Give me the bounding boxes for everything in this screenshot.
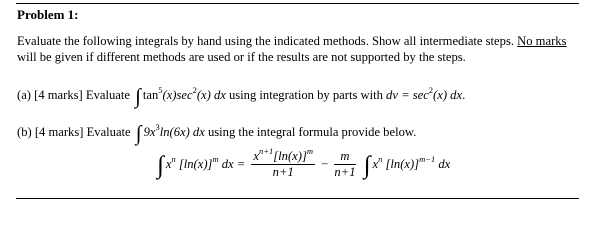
top-rule — [16, 3, 579, 4]
frac1-log-exp: m — [306, 145, 313, 156]
part-b — [17, 117, 417, 145]
lhs-dx: dx = — [218, 156, 246, 171]
bottom-rule — [16, 198, 579, 199]
no-marks-underlined: No marks — [517, 34, 567, 48]
instructions-rest: will be given if different methods are used or if the results are not supported by the steps. — [17, 49, 466, 64]
part-b-coef: 9x — [143, 125, 156, 139]
fraction-1 — [251, 145, 315, 180]
integral-sign: ∫ — [157, 152, 164, 179]
integral-sign: ∫ — [363, 152, 371, 179]
part-a-end: . — [462, 88, 466, 102]
part-b-tail: ln(6x) dx — [159, 125, 205, 139]
rhs-exp-n: n — [378, 153, 383, 164]
part-a-tan: tan — [142, 88, 159, 102]
frac1-base: x — [253, 148, 260, 163]
fraction-1-denominator: n+1 — [272, 164, 294, 179]
part-a-middle: using integration by parts with — [225, 88, 387, 102]
part-a — [17, 80, 466, 108]
frac1-log: [ln(x)] — [273, 148, 307, 163]
lhs-log: [ln(x)] — [175, 156, 213, 171]
fraction-2 — [334, 149, 355, 180]
part-a-arg1: (x)sec — [162, 88, 193, 102]
rhs-base: x — [372, 156, 379, 171]
lhs-exp-n: n — [171, 153, 176, 164]
integral-formula — [155, 146, 450, 186]
part-a-dv-exp: 2 — [428, 85, 434, 95]
part-b-suffix: using the integral formula provide below. — [204, 125, 417, 139]
rhs-dx: dx — [435, 156, 451, 171]
instructions-paragraph — [17, 34, 582, 65]
part-a-prefix: (a) [4 marks] Evaluate — [17, 88, 134, 102]
fraction-1-numerator — [251, 145, 315, 165]
part-b-prefix: (b) [4 marks] Evaluate — [17, 125, 134, 139]
integral-sign: ∫ — [135, 84, 141, 108]
fraction-2-numerator: m — [334, 149, 355, 165]
lhs-base: x — [165, 156, 172, 171]
rhs-exp: m−1 — [419, 153, 436, 164]
formula-rhs — [372, 153, 451, 172]
part-a-dv-tail: (x) dx — [433, 88, 463, 102]
rhs-log: [ln(x)] — [382, 156, 420, 171]
part-b-coef-exp: 3 — [155, 122, 160, 132]
lhs-exp-m: m — [212, 153, 219, 164]
formula-lhs — [165, 153, 246, 172]
part-a-dv: dv = sec — [386, 88, 429, 102]
part-a-sec-exp: 2 — [192, 85, 197, 95]
problem-heading: Problem 1: — [17, 7, 79, 22]
fraction-2-denominator: n+1 — [334, 164, 356, 179]
integral-sign: ∫ — [135, 121, 142, 145]
minus-sign: − — [321, 156, 329, 171]
instructions-text: Evaluate the following integrals by hand using the indicated methods. Show all intermediate steps. — [17, 34, 518, 48]
part-a-tan-exp: 5 — [158, 85, 163, 95]
part-a-arg2: (x) dx — [196, 88, 226, 102]
frac1-exp: n+1 — [259, 145, 274, 156]
